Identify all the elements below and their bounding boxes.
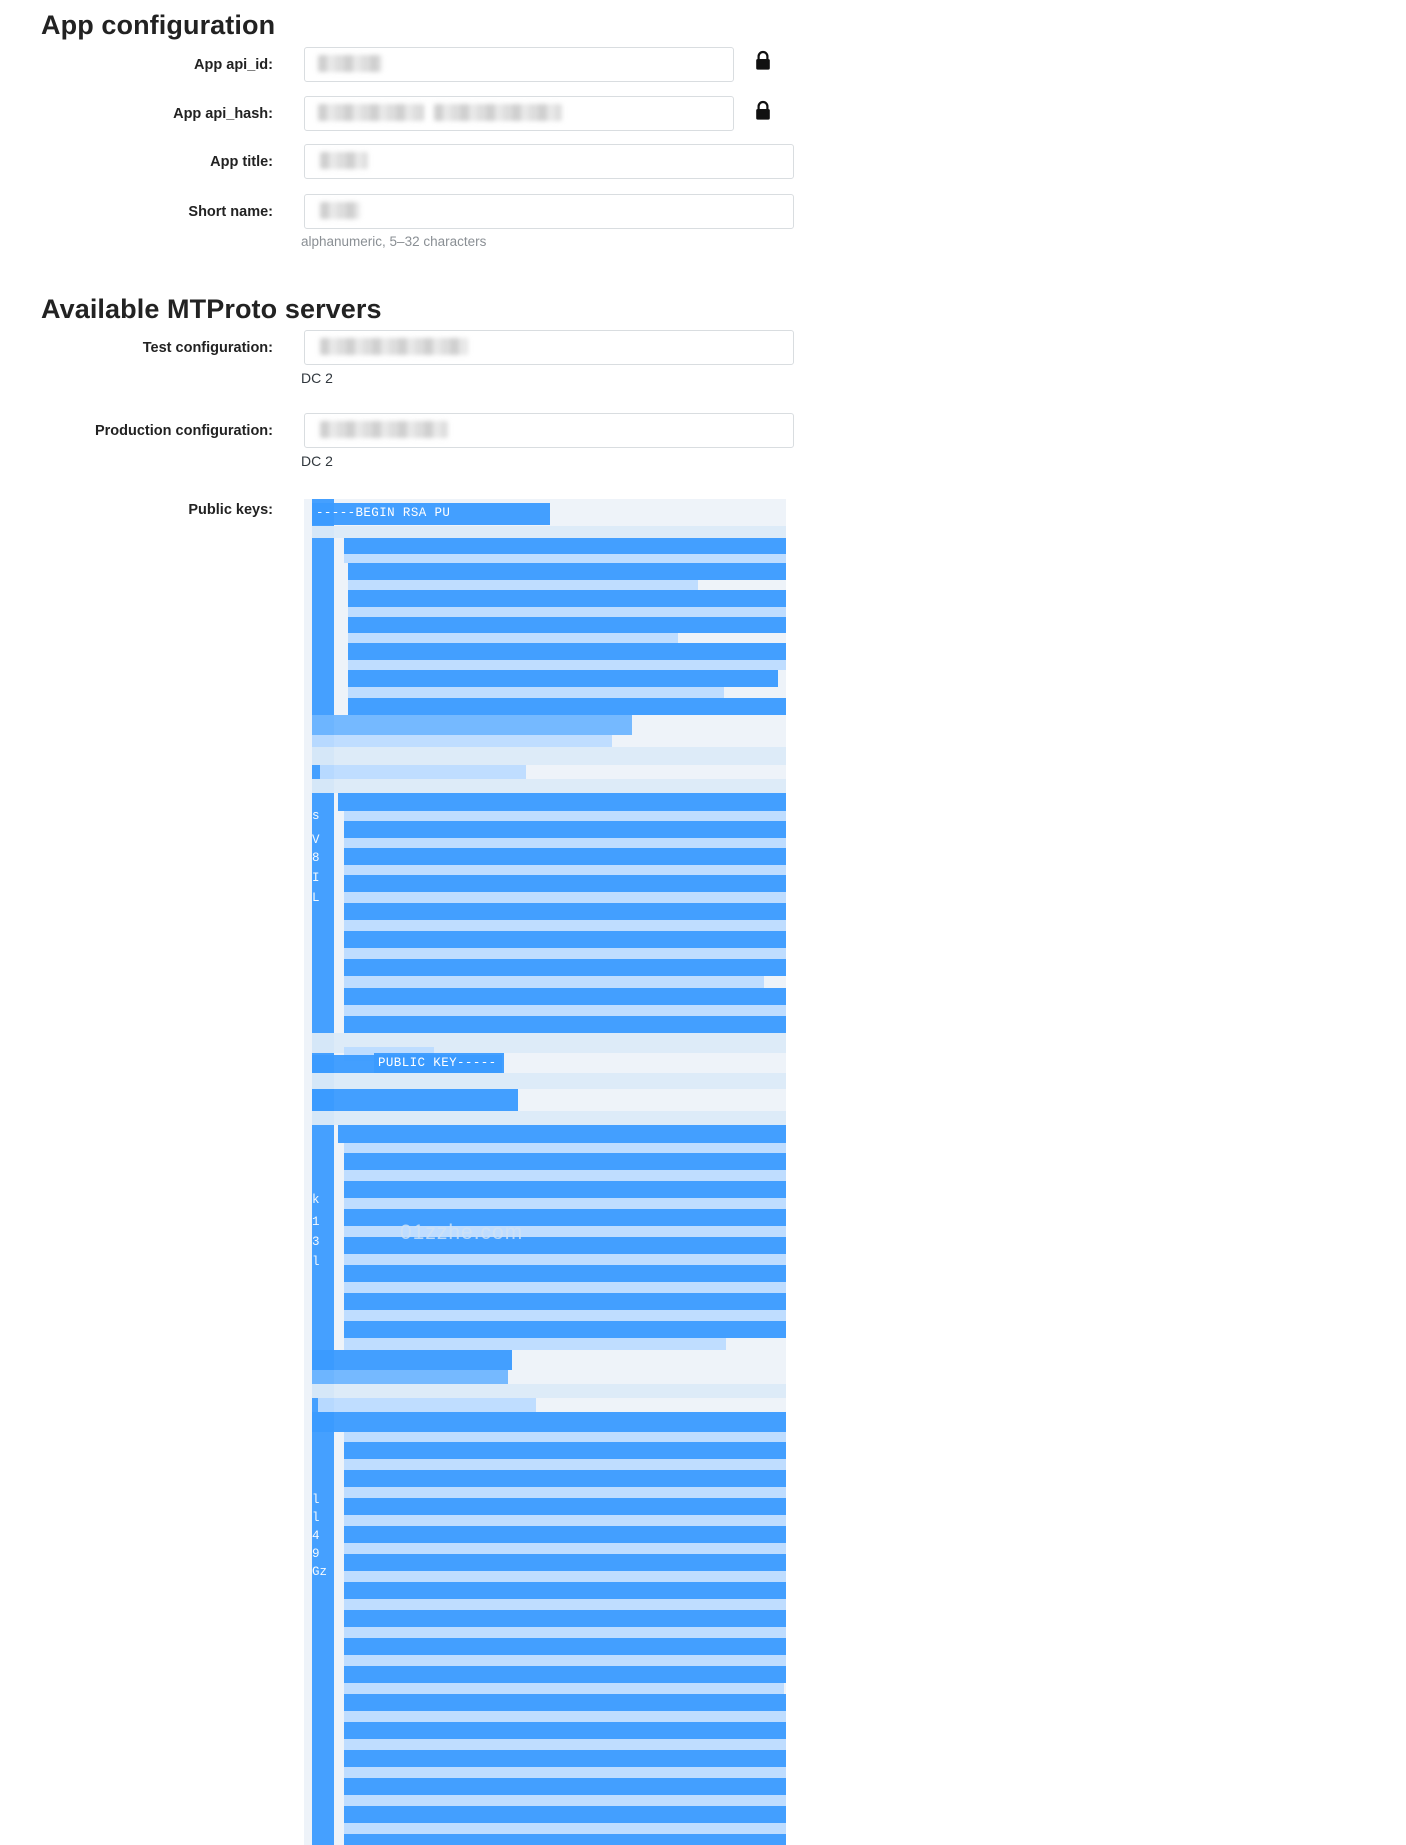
redaction-bar <box>344 1571 786 1582</box>
redaction-bar <box>348 563 786 580</box>
label-app-title: App title: <box>210 154 273 170</box>
residual-glyph: l <box>312 1511 320 1525</box>
form-row-api-hash <box>41 96 734 132</box>
redaction-bar <box>344 865 786 875</box>
redaction-bar <box>344 811 786 821</box>
redaction-bar <box>348 590 786 607</box>
page-title-app-configuration: App configuration <box>41 10 276 40</box>
public-keys-end-marker: PUBLIC KEY----- <box>378 1056 497 1070</box>
redaction-bar <box>344 1198 786 1209</box>
redaction-bar <box>348 660 786 670</box>
redaction-bar <box>344 1498 786 1515</box>
redaction-bar <box>344 931 786 948</box>
redaction-bar <box>312 526 786 538</box>
residual-glyph: V <box>312 833 320 847</box>
production-configuration-input[interactable] <box>304 413 794 448</box>
redaction-bar <box>344 1237 786 1254</box>
redaction-bar <box>344 903 786 920</box>
short-name-input[interactable] <box>304 194 794 229</box>
redaction-bar <box>312 715 632 735</box>
redaction-bar <box>312 1412 786 1432</box>
redaction-bar <box>348 698 786 715</box>
residual-glyph: Gz <box>312 1565 328 1579</box>
redaction-bar <box>344 1543 786 1554</box>
site-watermark: 01zzhe.com <box>400 1221 524 1244</box>
public-keys-begin-marker: -----BEGIN RSA PU <box>316 506 451 520</box>
redaction-bar <box>344 1209 786 1226</box>
public-keys-block[interactable] <box>304 499 786 1845</box>
redaction-bar <box>344 1711 786 1722</box>
redaction-bar <box>312 735 612 747</box>
page-title-mtproto-servers: Available MTProto servers <box>41 294 382 324</box>
field-wrap-test-configuration <box>304 330 794 365</box>
redaction-bar <box>344 1181 786 1198</box>
redaction-bar <box>312 747 786 765</box>
redaction-bar <box>344 1515 786 1526</box>
redaction-bar <box>344 1265 786 1282</box>
redaction-bar <box>318 1398 536 1412</box>
redaction-bar <box>344 1254 786 1265</box>
redaction-bar <box>344 920 786 931</box>
residual-glyph: 9 <box>312 1547 320 1561</box>
residual-glyph: l <box>312 1493 320 1507</box>
production-configuration-dc: DC 2 <box>301 453 333 469</box>
redaction-bar <box>312 1089 518 1111</box>
redaction-bar <box>344 1293 786 1310</box>
redaction-bar <box>344 848 786 865</box>
redaction-bar <box>344 875 786 892</box>
redaction-bar <box>344 1442 786 1459</box>
redaction-bar <box>344 1321 786 1338</box>
redaction-bar <box>344 821 786 838</box>
redaction-bar <box>344 1806 786 1823</box>
residual-glyph: k <box>312 1193 320 1207</box>
redaction-bar <box>344 1016 786 1033</box>
redaction-bar <box>344 1778 786 1795</box>
app-title-input[interactable] <box>304 144 794 179</box>
redaction-bar <box>312 1384 786 1398</box>
redaction-bar <box>344 1554 786 1571</box>
field-wrap-api-id <box>304 47 734 82</box>
redaction-bar <box>344 976 764 988</box>
form-row-api-id <box>41 47 734 83</box>
redaction-bar <box>344 1599 786 1610</box>
redaction-bar <box>344 948 786 959</box>
redaction-bar <box>344 988 786 1005</box>
residual-glyph: 3 <box>312 1235 320 1249</box>
residual-glyph: 1 <box>312 1215 320 1229</box>
residual-glyph: I <box>312 871 320 885</box>
redaction-bar <box>348 670 778 687</box>
redaction-bar <box>344 1338 726 1350</box>
redaction-bar <box>348 607 786 617</box>
redaction-bar <box>344 892 786 903</box>
redaction-bar <box>344 1526 786 1543</box>
label-app-api-id: App api_id: <box>194 57 273 73</box>
residual-glyph: 8 <box>312 851 320 865</box>
redaction-bar <box>344 959 786 976</box>
redaction-bar <box>312 1073 786 1089</box>
redaction-bar <box>344 1226 786 1237</box>
redaction-bar <box>344 1834 786 1845</box>
field-wrap-short-name <box>304 194 794 229</box>
redaction-bar <box>338 1125 786 1143</box>
redaction-bar <box>312 779 786 793</box>
form-row-test-configuration <box>41 330 794 366</box>
label-production-configuration: Production configuration: <box>94 423 273 439</box>
redaction-bar <box>344 1005 786 1016</box>
redaction-bar <box>348 580 698 590</box>
redaction-bar <box>344 1282 786 1293</box>
label-test-configuration: Test configuration: <box>142 340 273 356</box>
redaction-bar <box>344 1432 786 1442</box>
redaction-bar <box>344 1459 786 1470</box>
form-row-short-name <box>41 194 794 230</box>
app-api-hash-input[interactable] <box>304 96 734 131</box>
lock-icon <box>753 100 773 122</box>
redaction-bar <box>344 1683 784 1694</box>
redaction-bar <box>344 1170 786 1181</box>
redaction-bar <box>344 1310 786 1321</box>
redaction-bar <box>344 1638 786 1655</box>
short-name-hint: alphanumeric, 5–32 characters <box>301 234 487 249</box>
app-api-id-input[interactable] <box>304 47 734 82</box>
residual-glyph: l <box>312 1255 320 1269</box>
residual-glyph: 4 <box>312 1529 320 1543</box>
label-short-name: Short name: <box>188 204 273 220</box>
redaction-bar <box>338 793 786 811</box>
redaction-bar <box>344 1627 786 1638</box>
redaction-bar <box>348 633 678 643</box>
redaction-bar <box>348 643 786 660</box>
label-app-api-hash: App api_hash: <box>173 106 273 122</box>
redaction-bar <box>320 765 526 779</box>
redaction-bar <box>344 1153 786 1170</box>
redaction-bar <box>344 1795 786 1806</box>
lock-icon <box>753 50 773 72</box>
redaction-bar <box>344 1823 786 1834</box>
test-configuration-input[interactable] <box>304 330 794 365</box>
test-configuration-dc: DC 2 <box>301 370 333 386</box>
redaction-bar <box>344 1722 786 1739</box>
form-row-app-title <box>41 144 794 180</box>
form-row-production-configuration <box>41 413 794 449</box>
redaction-bar <box>344 1750 786 1767</box>
field-wrap-api-hash <box>304 96 734 131</box>
residual-glyph: s <box>312 809 320 823</box>
redaction-bar <box>344 538 786 554</box>
redaction-bar <box>344 838 786 848</box>
redaction-bar <box>344 1655 786 1666</box>
field-wrap-production-configuration <box>304 413 794 448</box>
redaction-bar <box>312 1370 508 1384</box>
residual-glyph: L <box>312 891 320 905</box>
redaction-bar <box>344 1143 786 1153</box>
redaction-bar <box>312 1111 786 1125</box>
redaction-bar <box>348 617 786 633</box>
redaction-bar <box>348 687 724 698</box>
redaction-bar <box>344 1739 786 1750</box>
field-wrap-app-title <box>304 144 794 179</box>
redaction-bar <box>344 1767 786 1778</box>
redaction-bar <box>344 1582 786 1599</box>
label-public-keys: Public keys: <box>188 502 273 518</box>
redaction-bar <box>344 1694 786 1711</box>
redaction-bar <box>344 554 786 563</box>
redaction-bar <box>344 1610 786 1627</box>
redaction-bar <box>344 1666 786 1683</box>
redaction-bar <box>344 1470 786 1487</box>
public-keys-redaction-left-column <box>312 499 334 1845</box>
redaction-bar <box>344 1487 786 1498</box>
redaction-bar <box>312 1350 512 1370</box>
